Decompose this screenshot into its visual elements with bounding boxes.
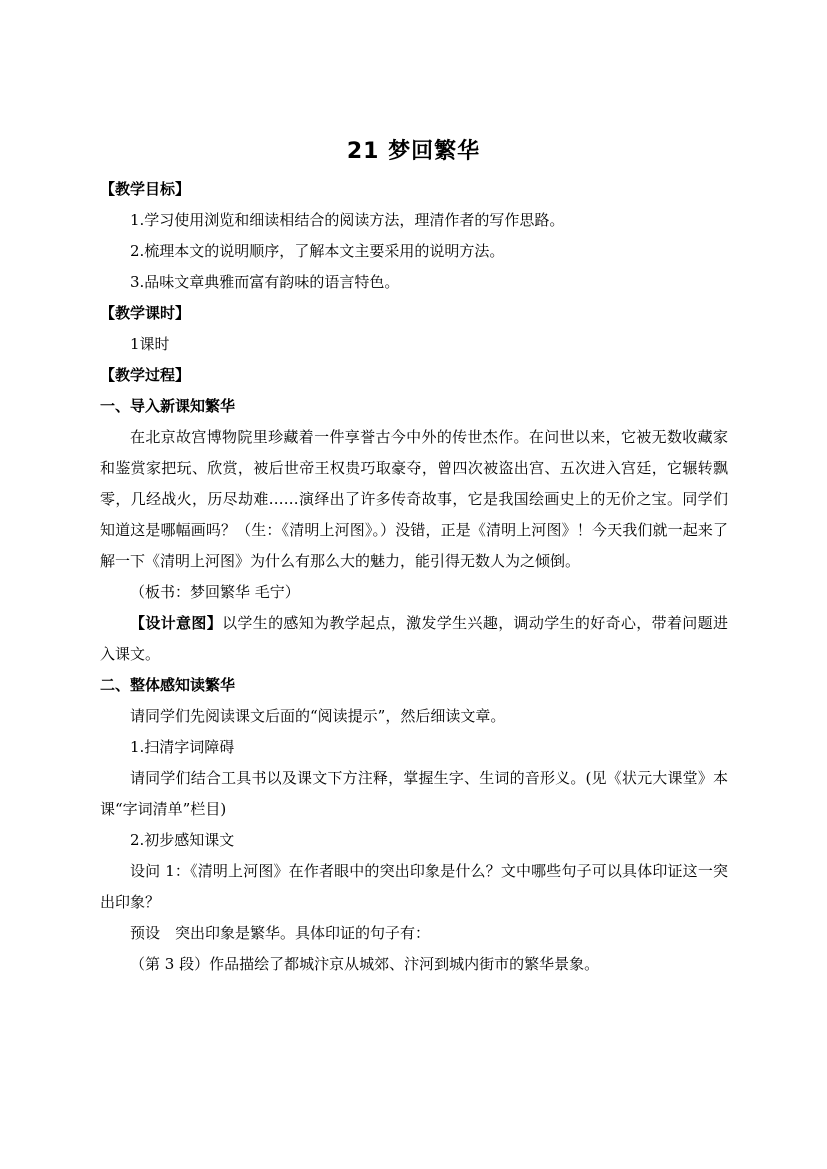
board-note: （板书：梦回繁华 毛宁） <box>130 583 300 601</box>
part-1-heading: 一、导入新课知繁华 <box>100 397 236 415</box>
teaching-hours-value: 1课时 <box>130 335 170 353</box>
design-intent-text: 以学生的感知为教学起点，激发学生兴趣，调动学生的好奇心，带着问题进入课文。 <box>100 614 728 663</box>
preset-answer <box>100 918 728 949</box>
goal-item-2: 2.梳理本文的说明顺序，了解本文主要采用的说明方法。 <box>130 242 505 260</box>
design-intent-paragraph <box>100 608 728 670</box>
section-heading-teaching-hours: 【教学课时】 <box>100 304 191 322</box>
document-body <box>100 174 728 980</box>
goal-item-1: 1.学习使用浏览和细读相结合的阅读方法，理清作者的写作思路。 <box>130 211 565 229</box>
step-1-text: 请同学们结合工具书以及课文下方注释，掌握生字、生词的音形义。(见《状元大课堂》本课“字词清单”栏目) <box>100 769 728 818</box>
step-1-label: 1.扫清字词障碍 <box>130 738 235 756</box>
step-2-label: 2.初步感知课文 <box>130 831 235 849</box>
preset-text: 突出印象是繁华。具体印证的句子有： <box>175 924 431 942</box>
part-2-heading: 二、整体感知读繁华 <box>100 676 236 694</box>
quote-paragraph-3: （第 3 段）作品描绘了都城汴京从城郊、汴河到城内街市的繁华景象。 <box>130 955 600 973</box>
goal-item-3: 3.品味文章典雅而富有韵味的语言特色。 <box>130 273 400 291</box>
section-heading-teaching-process: 【教学过程】 <box>100 366 191 384</box>
question-1: 设问 1：《清明上河图》在作者眼中的突出印象是什么？文中哪些句子可以具体印证这一突出印象？ <box>100 862 728 911</box>
section-heading-teaching-goals: 【教学目标】 <box>100 180 191 198</box>
part-2-intro: 请同学们先阅读课文后面的“阅读提示”，然后细读文章。 <box>130 707 506 725</box>
preset-label: 预设 <box>130 924 161 942</box>
document-title: 21 梦回繁华 <box>346 139 481 164</box>
part-1-paragraph: 在北京故宫博物院里珍藏着一件享誉古今中外的传世杰作。在问世以来，它被无数收藏家和鉴赏家把玩、欣赏，被后世帝王权贵巧取豪夺，曾四次被盗出宫、五次进入宫廷，它辗转飘零，几经战火，历尽劫难……演绎出了许多传奇故事，它是我国绘画史上的无价之宝。同学们知道这是哪幅画吗？（生：《清明上河图》。）没错，正是《清明上河图》！今天我们就一起来了解一下《清明上河图》为什么有那么大的魅力，能引得无数人为之倾倒。 <box>100 428 728 570</box>
design-intent-label: 【设计意图】 <box>130 614 223 632</box>
